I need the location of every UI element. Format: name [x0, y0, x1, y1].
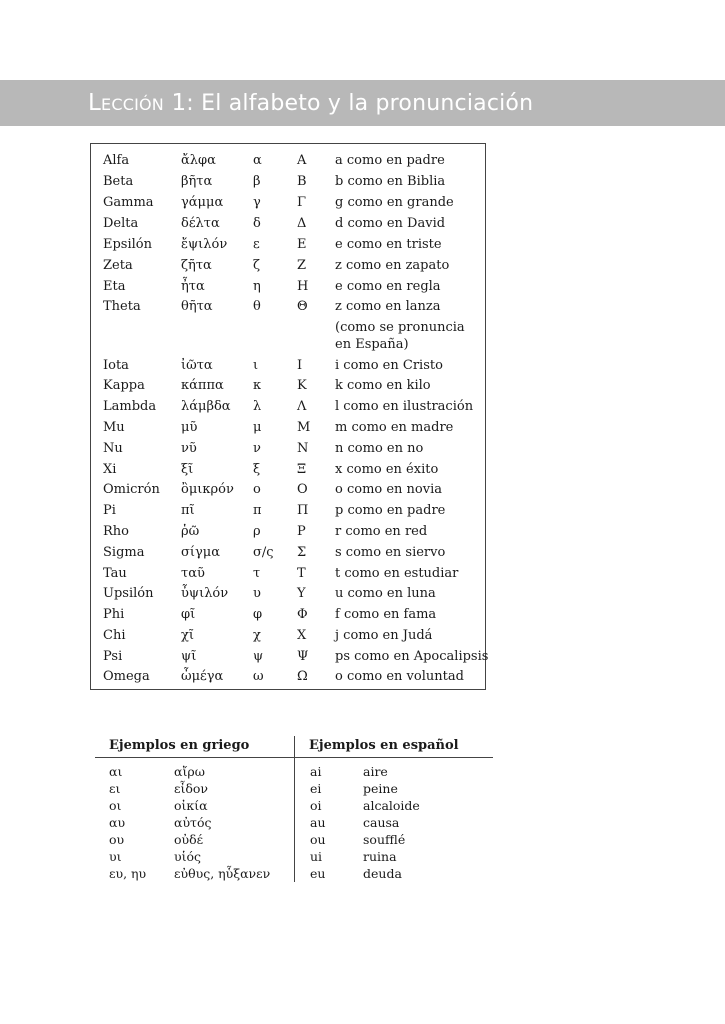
greek-spelling: ζῆτα	[181, 258, 212, 273]
greek-spelling: ψῖ	[181, 649, 197, 664]
greek-spelling: πῖ	[181, 503, 195, 518]
lesson-title-rest: : El alfabeto y la pronunciación	[186, 91, 534, 116]
lowercase-letter: ρ	[253, 524, 261, 539]
lesson-title-lead: Lección 1	[88, 90, 187, 116]
uppercase-letter: Η	[297, 279, 309, 294]
greek-spelling: βῆτα	[181, 174, 213, 189]
uppercase-letter: Τ	[297, 566, 306, 581]
pronunciation: x como en éxito	[335, 462, 439, 477]
pronunciation: f como en fama	[335, 607, 437, 622]
greek-diphthong: αυ	[109, 815, 126, 830]
uppercase-letter: Ν	[297, 441, 309, 456]
spanish-diphthong: oi	[310, 798, 322, 813]
letter-name: Psi	[103, 649, 123, 664]
uppercase-letter: Ω	[297, 669, 308, 684]
letter-name: Mu	[103, 420, 125, 435]
spanish-example-word: causa	[363, 815, 400, 830]
pronunciation: j como en Judá	[335, 628, 433, 643]
lowercase-letter: ψ	[253, 649, 264, 664]
uppercase-letter: Θ	[297, 299, 308, 314]
alphabet-row	[91, 628, 487, 649]
greek-spelling: γάμμα	[181, 195, 224, 210]
lowercase-letter: σ/ς	[253, 545, 274, 560]
letter-name: Epsilón	[103, 237, 152, 252]
alphabet-row	[91, 586, 487, 607]
greek-spelling: ὦμέγα	[181, 669, 224, 684]
lowercase-letter: κ	[253, 378, 262, 393]
pronunciation: g como en grande	[335, 195, 454, 210]
greek-spelling: λάμβδα	[181, 399, 231, 414]
alphabet-row	[91, 669, 487, 690]
alphabet-row	[91, 607, 487, 628]
lowercase-letter: μ	[253, 420, 262, 435]
greek-spelling: ἰῶτα	[181, 358, 213, 373]
lowercase-letter: β	[253, 174, 261, 189]
pronunciation: i como en Cristo	[335, 358, 443, 373]
uppercase-letter: Ζ	[297, 258, 307, 273]
letter-name: Omega	[103, 669, 150, 684]
spanish-diphthong: eu	[310, 866, 326, 881]
pronunciation: z como en lanza	[335, 299, 441, 314]
lowercase-letter: ω	[253, 669, 264, 684]
greek-spelling: ἦτα	[181, 279, 205, 294]
pronunciation: s como en siervo	[335, 545, 446, 560]
greek-spelling: ἔψιλόν	[181, 237, 228, 252]
letter-name: Beta	[103, 174, 134, 189]
lowercase-letter: ζ	[253, 258, 261, 273]
pronunciation: k como en kilo	[335, 378, 431, 393]
pronunciation: o como en voluntad	[335, 669, 464, 684]
lowercase-letter: λ	[253, 399, 262, 414]
greek-spelling: κάππα	[181, 378, 224, 393]
spanish-diphthong: ai	[310, 764, 322, 779]
spanish-example-word: aire	[363, 764, 388, 779]
lesson-title	[88, 90, 533, 116]
pronunciation: ps como en Apocalipsis	[335, 649, 489, 664]
alphabet-row	[91, 279, 487, 300]
pronunciation: a como en padre	[335, 153, 445, 168]
examples-column-divider	[294, 736, 295, 882]
uppercase-letter: Ε	[297, 237, 307, 252]
spanish-example-word: deuda	[363, 866, 402, 881]
lowercase-letter: η	[253, 279, 261, 294]
pronunciation: b como en Biblia	[335, 174, 446, 189]
spanish-diphthong: ui	[310, 849, 323, 864]
letter-name: Lambda	[103, 399, 157, 414]
uppercase-letter: Δ	[297, 216, 307, 231]
lowercase-letter: α	[253, 153, 262, 168]
greek-diphthong: ου	[109, 832, 125, 847]
greek-spelling: σίγμα	[181, 545, 220, 560]
letter-name: Chi	[103, 628, 126, 643]
letter-name: Eta	[103, 279, 126, 294]
uppercase-letter: Μ	[297, 420, 311, 435]
pronunciation: u como en luna	[335, 586, 436, 601]
greek-diphthong: ευ, ηυ	[109, 866, 147, 881]
pronunciation: m como en madre	[335, 420, 454, 435]
greek-example-word: υἱός	[174, 849, 202, 864]
pronunciation: t como en estudiar	[335, 566, 459, 581]
greek-diphthong: αι	[109, 764, 123, 779]
spanish-example-word: alcaloide	[363, 798, 420, 813]
examples-spanish-header: Ejemplos en español	[309, 738, 459, 753]
alphabet-row	[91, 503, 487, 524]
spanish-example-word: ruina	[363, 849, 397, 864]
letter-name: Pi	[103, 503, 116, 518]
alphabet-row	[91, 441, 487, 462]
greek-spelling: ὂμικρόν	[181, 482, 234, 497]
alphabet-row	[91, 174, 487, 195]
uppercase-letter: Α	[297, 153, 307, 168]
alphabet-row	[91, 649, 487, 670]
alphabet-table	[90, 143, 489, 690]
pronunciation: l como en ilustración	[335, 399, 474, 414]
alphabet-row	[91, 237, 487, 258]
uppercase-letter: Ι	[297, 358, 303, 373]
uppercase-letter: Λ	[297, 399, 307, 414]
alphabet-row	[91, 524, 487, 545]
pronunciation: o como en novia	[335, 482, 443, 497]
pronunciation: z como en zapato	[335, 258, 450, 273]
letter-name: Rho	[103, 524, 129, 539]
uppercase-letter: Π	[297, 503, 309, 518]
uppercase-letter: Χ	[297, 628, 307, 643]
letter-name: Iota	[103, 358, 129, 373]
lowercase-letter: γ	[253, 195, 261, 210]
uppercase-letter: Ο	[297, 482, 308, 497]
greek-spelling: νῦ	[181, 441, 197, 456]
pronunciation: n como en no	[335, 441, 424, 456]
letter-name: Phi	[103, 607, 125, 622]
greek-example-word: οἰκία	[174, 798, 208, 813]
alphabet-row	[91, 216, 487, 237]
pronunciation-note: (como se pronuncia	[335, 320, 465, 335]
lowercase-letter: ε	[253, 237, 260, 252]
alphabet-row	[91, 299, 487, 352]
letter-name: Xi	[103, 462, 117, 477]
greek-spelling: φῖ	[181, 607, 196, 622]
alphabet-row	[91, 420, 487, 441]
examples-greek-header: Ejemplos en griego	[109, 738, 250, 753]
pronunciation-note: en España)	[335, 337, 409, 352]
spanish-diphthong: au	[310, 815, 326, 830]
lowercase-letter: φ	[253, 607, 263, 622]
letter-name: Zeta	[103, 258, 133, 273]
lowercase-letter: χ	[253, 628, 261, 643]
letter-name: Nu	[103, 441, 123, 456]
greek-example-word: οὐδέ	[174, 832, 204, 847]
uppercase-letter: Ξ	[297, 462, 307, 477]
lowercase-letter: ι	[253, 358, 259, 373]
alphabet-row	[91, 545, 487, 566]
alphabet-row	[91, 153, 487, 174]
spanish-diphthong: ou	[310, 832, 326, 847]
greek-diphthong: οι	[109, 798, 122, 813]
greek-spelling: ῥῶ	[181, 524, 200, 539]
alphabet-row	[91, 195, 487, 216]
letter-name: Theta	[103, 299, 141, 314]
lowercase-letter: δ	[253, 216, 261, 231]
pronunciation: e como en regla	[335, 279, 441, 294]
uppercase-letter: Κ	[297, 378, 307, 393]
uppercase-letter: Φ	[297, 607, 308, 622]
greek-diphthong: υι	[109, 849, 122, 864]
lowercase-letter: υ	[253, 586, 261, 601]
greek-spelling: χῖ	[181, 628, 194, 643]
greek-diphthong: ει	[109, 781, 121, 796]
uppercase-letter: Β	[297, 174, 307, 189]
uppercase-letter: Γ	[297, 195, 307, 210]
greek-example-word: εἶδον	[174, 781, 209, 796]
alphabet-row	[91, 399, 487, 420]
pronunciation: d como en David	[335, 216, 446, 231]
alphabet-row	[91, 258, 487, 279]
lowercase-letter: ξ	[253, 462, 261, 477]
spanish-diphthong: ei	[310, 781, 322, 796]
alphabet-row	[91, 566, 487, 587]
greek-spelling: μῦ	[181, 420, 198, 435]
lowercase-letter: ο	[253, 482, 261, 497]
spanish-example-word: peine	[363, 781, 398, 796]
uppercase-letter: Σ	[297, 545, 307, 560]
greek-example-word: αὐτός	[174, 815, 212, 830]
greek-spelling: ἄλφα	[181, 153, 216, 168]
lowercase-letter: π	[253, 503, 262, 518]
lowercase-letter: τ	[253, 566, 261, 581]
greek-spelling: ὖψιλόν	[181, 586, 229, 601]
uppercase-letter: Υ	[297, 586, 306, 601]
letter-name: Upsilón	[103, 586, 154, 601]
alphabet-row	[91, 358, 487, 379]
letter-name: Tau	[103, 566, 127, 581]
letter-name: Kappa	[103, 378, 145, 393]
greek-spelling: ξῖ	[181, 462, 194, 477]
letter-name: Gamma	[103, 195, 154, 210]
letter-name: Delta	[103, 216, 139, 231]
greek-example-word: εὐθυς, ηὗξανεν	[174, 866, 271, 881]
alphabet-row	[91, 378, 487, 399]
greek-example-word: αἴρω	[174, 764, 205, 779]
uppercase-letter: Ρ	[297, 524, 306, 539]
pronunciation: r como en red	[335, 524, 428, 539]
pronunciation: e como en triste	[335, 237, 442, 252]
spanish-example-word: soufflé	[363, 832, 406, 847]
greek-spelling: δέλτα	[181, 216, 220, 231]
letter-name: Sigma	[103, 545, 145, 560]
greek-spelling: ταῦ	[181, 566, 205, 581]
letter-name: Omicrón	[103, 482, 160, 497]
lowercase-letter: θ	[253, 299, 261, 314]
letter-name: Alfa	[103, 153, 130, 168]
greek-spelling: θῆτα	[181, 299, 213, 314]
alphabet-row	[91, 462, 487, 483]
pronunciation: p como en padre	[335, 503, 446, 518]
uppercase-letter: Ψ	[297, 649, 309, 664]
lowercase-letter: ν	[253, 441, 261, 456]
alphabet-row	[91, 482, 487, 503]
